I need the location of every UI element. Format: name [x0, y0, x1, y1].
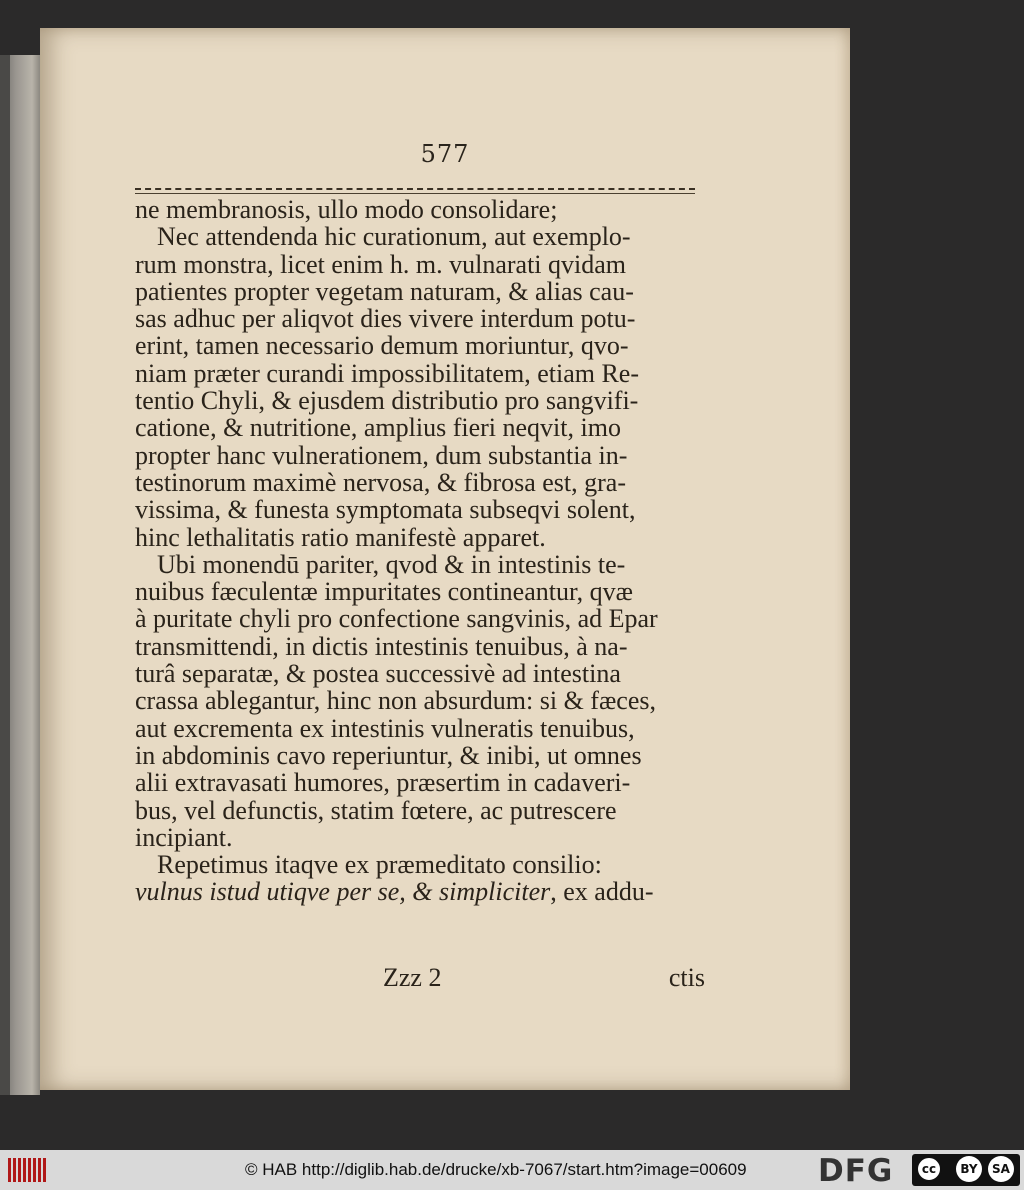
body-text	[135, 196, 705, 906]
book-page	[40, 28, 850, 1090]
copyright-credit[interactable]: © HAB http://diglib.hab.de/drucke/xb-7067/start.htm?image=00609	[245, 1160, 747, 1179]
sa-icon: SA	[988, 1156, 1014, 1182]
text-line: Repetimus itaqve ex præmeditato consilio:	[157, 850, 602, 880]
text-line: aut excrementa ex intestinis vulneratis tenuibus,	[135, 713, 635, 743]
signature-mark: Zzz 2	[383, 963, 442, 992]
text-line: ne membranosis, ullo modo consolidare;	[135, 195, 558, 224]
text-line: hinc lethalitatis ratio manifestè apparet.	[135, 522, 546, 552]
catchword: ctis	[668, 963, 705, 992]
cc-license-badge[interactable]	[912, 1154, 1020, 1186]
text-line: alii extravasati humores, præsertim in cadaveri-	[135, 768, 631, 798]
text-line: vissima, & funesta symptomata subseqvi solent,	[135, 495, 636, 525]
text-line: erint, tamen necessario demum moriuntur, qvo-	[135, 331, 629, 361]
text-line	[135, 878, 705, 905]
by-icon: BY	[956, 1156, 982, 1182]
text-line: turâ separatæ, & postea successivè ad intestina	[135, 659, 621, 689]
dfg-logo: DFG	[818, 1153, 894, 1189]
page-footer	[135, 963, 705, 993]
text-line: sas adhuc per aliqvot dies vivere interdum potu-	[135, 304, 636, 334]
text-line: tentio Chyli, & ejusdem distributio pro sangvifi-	[135, 386, 639, 416]
header-rule	[135, 188, 695, 194]
viewer-footer-bar	[0, 1150, 1024, 1190]
line-end: , ex addu-	[550, 877, 654, 907]
italic-phrase: vulnus istud utiqve per se, & simpliciter	[135, 877, 551, 907]
text-line: incipiant.	[135, 822, 233, 852]
text-line: transmittendi, in dictis intestinis tenuibus, à na-	[135, 631, 628, 661]
text-line: catione, & nutritione, amplius fieri neqvit, imo	[135, 413, 621, 443]
text-line: à puritate chyli pro confectione sangvinis, ad Epar	[135, 604, 658, 634]
book-spine-shadow	[0, 55, 10, 1095]
text-line: rum monstra, licet enim h. m. vulnarati qvidam	[135, 249, 627, 279]
text-line: bus, vel defunctis, statim fœtere, ac putrescere	[135, 795, 617, 825]
text-line: Nec attendenda hic curationum, aut exemplo-	[157, 222, 631, 252]
text-line: propter hanc vulnerationem, dum substantia in-	[135, 440, 628, 470]
text-line: Ubi monendū pariter, qvod & in intestinis te-	[157, 549, 626, 579]
barcode-icon	[8, 1158, 46, 1182]
cc-icon: cc	[916, 1156, 942, 1182]
page-number: 577	[420, 140, 470, 168]
text-line: in abdominis cavo reperiuntur, & inibi, ut omnes	[135, 740, 642, 770]
text-line: patientes propter vegetam naturam, & alias cau-	[135, 276, 634, 306]
text-line: crassa ablegantur, hinc non absurdum: si & fæces,	[135, 686, 656, 716]
text-line: testinorum maximè nervosa, & fibrosa est, gra-	[135, 467, 626, 497]
text-line: niam præter curandi impossibilitatem, etiam Re-	[135, 358, 639, 388]
text-line: nuibus fæculentæ impuritates contineantur, qvæ	[135, 577, 633, 607]
